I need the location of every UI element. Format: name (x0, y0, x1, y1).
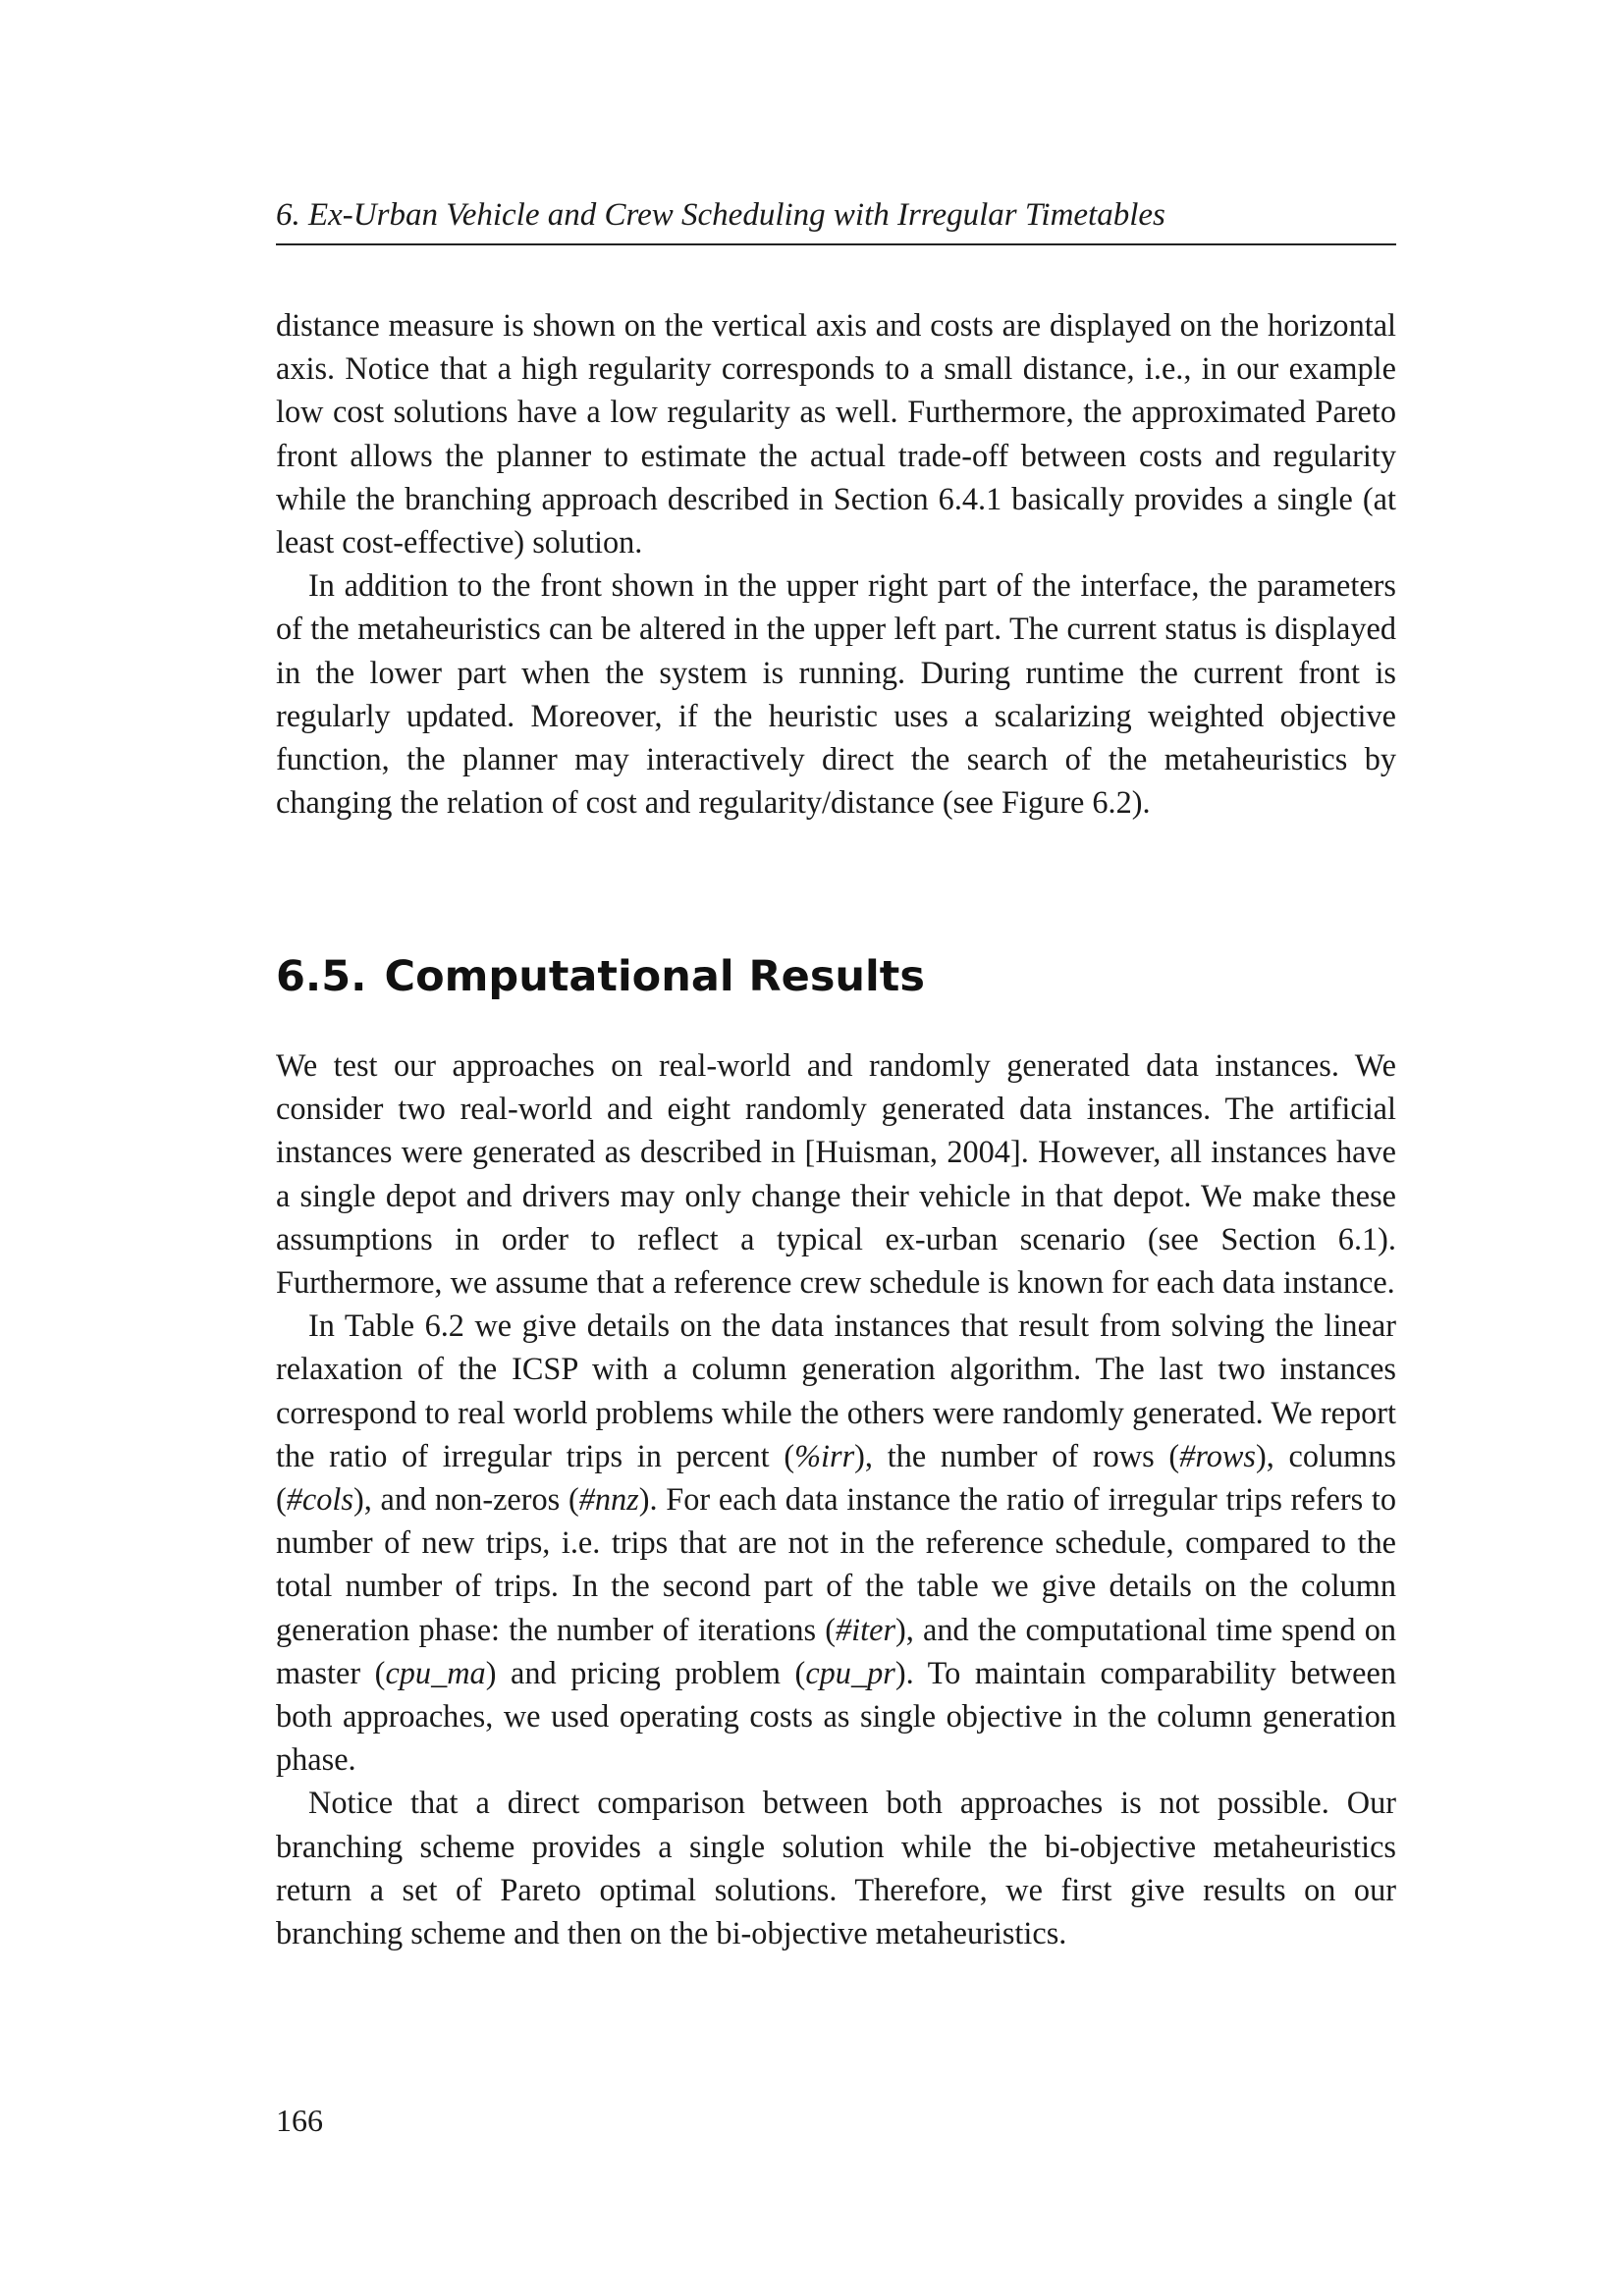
paragraph-2: In addition to the front shown in the upper right part of the interface, the parameters of the metaheuristics can be altered in the upper left part. The current status is displayed in the lower part when the system is running. During runtime the current front is regularly updated. Moreover, if the heuristic uses a scalarizing weighted objective function, the planner may interactively direct the search of the metaheuristics by changing the relation of cost and regularity/distance (see Figure 6.2). (276, 567, 1396, 821)
paragraph-3: We test our approaches on real-world and randomly generated data instances. We consider two real-world and eight randomly generated data instances. The artificial instances were generated as described in [Huisman, 2004]. However, all instances have a single depot and drivers may only change their vehicle in that depot. We make these assumptions in order to reflect a typical ex-urban scenario (see Section 6.1). Furthermore, we assume that a reference crew schedule is known for each data instance. (276, 1047, 1396, 1301)
var-cols: #cols (286, 1481, 353, 1518)
text-block-results (276, 1043, 1396, 1954)
header-rule (276, 243, 1396, 245)
section-heading (276, 947, 925, 1006)
paragraph-4: In Table 6.2 we give details on the data instances that result from solving the linear relaxation of the ICSP with a column generation algorithm. The last two instances correspond to real world problems while the others were randomly generated. We report the ratio of irregular trips in percent (%irr), the number of rows (#rows), columns (#cols), and non-zeros (#nnz). For each data instance the ratio of irregular trips refers to number of new trips, i.e. trips that are not in the reference schedule, compared to the total number of trips. In the second part of the table we give details on the column generation phase: the number of iterations (#iter), and the computational time spend on master (cpu_ma) and pricing problem (cpu_pr). To maintain comparability between both approaches, we used operating costs as single objective in the column generation phase. (276, 1308, 1396, 1778)
running-header: 6. Ex-Urban Vehicle and Crew Scheduling with Irregular Timetables (276, 197, 1165, 233)
section-title: Computational Results (384, 952, 925, 1001)
var-rows: #rows (1179, 1437, 1256, 1473)
page-number: 166 (276, 2103, 323, 2138)
var-nnz: #nnz (578, 1481, 639, 1518)
var-cpu-pr: cpu_pr (805, 1654, 895, 1690)
paragraph-5: Notice that a direct comparison between both approaches is not possible. Our branching scheme provides a single solution while the bi-objective metaheuristics return a set of Pareto optimal solutions. Therefore, we first give results on our branching scheme and then on the bi-objective metaheuristics. (276, 1785, 1396, 1951)
var-cpu-ma: cpu_ma (385, 1654, 486, 1690)
section-number: 6.5. (276, 952, 367, 1001)
var-irr: %irr (794, 1437, 855, 1473)
var-iter: #iter (836, 1611, 896, 1647)
text-block-intro (276, 303, 1396, 824)
paragraph-1: distance measure is shown on the vertical axis and costs are displayed on the horizontal axis. Notice that a high regularity corresponds to a small distance, i.e., in our example low cost solutions have a low regularity as well. Furthermore, the approximated Pareto front allows the planner to estimate the actual trade-off between costs and regularity while the branching approach described in Section 6.4.1 basically provides a single (at least cost-effective) solution. (276, 307, 1396, 561)
